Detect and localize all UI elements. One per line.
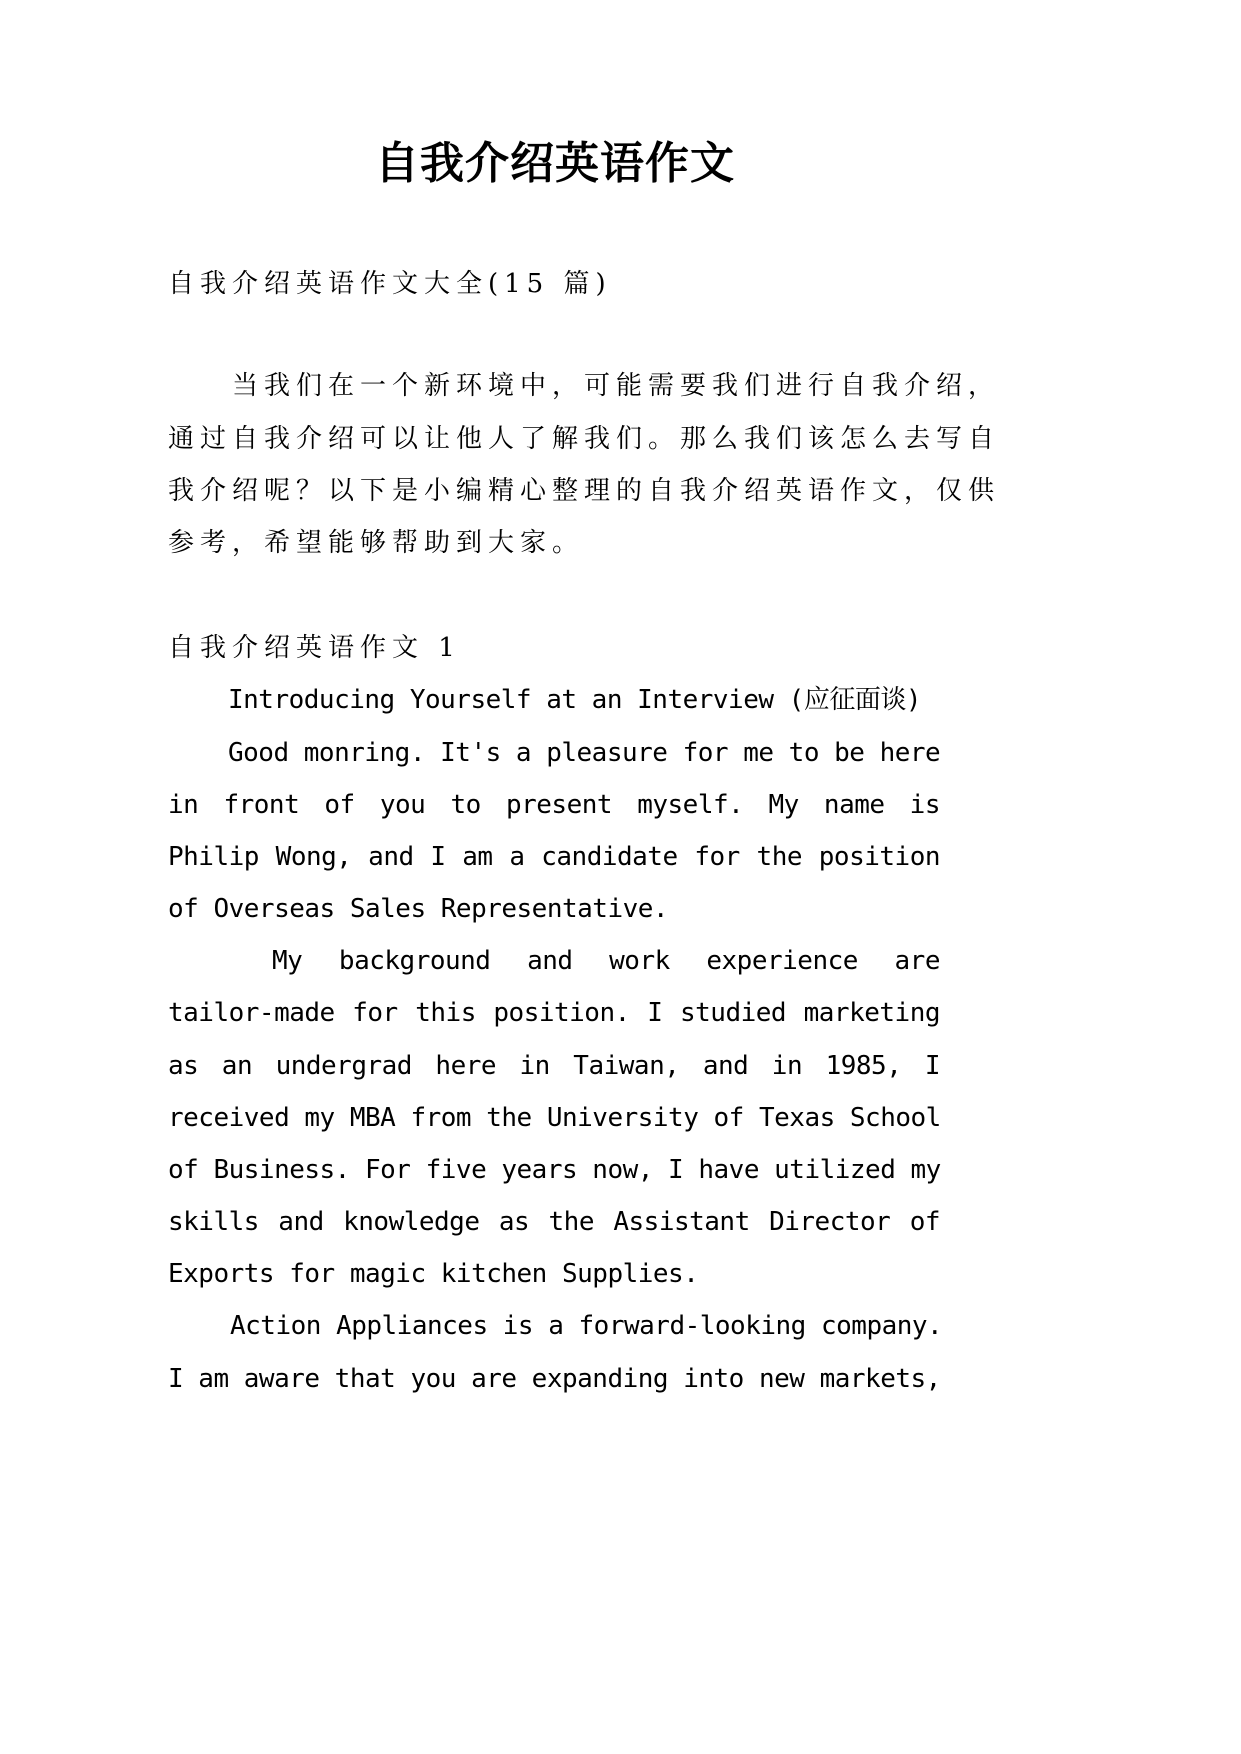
- paragraph-line: Action Appliances is a forward-looking company.: [230, 1311, 943, 1341]
- document-subtitle: 自我介绍英语作文大全(15 篇): [168, 269, 612, 299]
- paragraph-line: tailor-made for this position. I studied marketing: [168, 998, 940, 1028]
- paragraph-line: in front of you to present myself. My name is: [168, 790, 940, 820]
- paragraph-line: received my MBA from the University of Texas School: [168, 1103, 941, 1133]
- section-heading: 自我介绍英语作文 1: [168, 633, 461, 663]
- paragraph-line: skills and knowledge as the Assistant Director of: [168, 1207, 940, 1237]
- paragraph-line: as an undergrad here in Taiwan, and in 1985, I: [168, 1051, 940, 1081]
- paragraph-line: Good monring. It's a pleasure for me to be here: [228, 738, 941, 768]
- document-title: 自我介绍英语作文: [375, 138, 735, 189]
- paragraph-line: I am aware that you are expanding into new markets,: [168, 1364, 941, 1394]
- paragraph-line: of Business. For five years now, I have utilized my: [168, 1155, 941, 1185]
- intro-line: 当我们在一个新环境中，可能需要我们进行自我介绍，: [232, 371, 1001, 401]
- paragraph-line: of Overseas Sales Representative.: [168, 894, 669, 924]
- paragraph-line: My background and work experience are: [272, 946, 940, 976]
- intro-line: 参考，希望能够帮助到大家。: [168, 528, 585, 558]
- paragraph-line: Philip Wong, and I am a candidate for the position: [168, 842, 940, 872]
- intro-line: 通过自我介绍可以让他人了解我们。那么我们该怎么去写自: [168, 424, 1001, 454]
- paragraph-line: Exports for magic kitchen Supplies.: [168, 1259, 699, 1289]
- essay-title: Introducing Yourself at an Interview (应征面谈): [228, 685, 921, 715]
- intro-line: 我介绍呢？以下是小编精心整理的自我介绍英语作文，仅供: [168, 476, 1001, 506]
